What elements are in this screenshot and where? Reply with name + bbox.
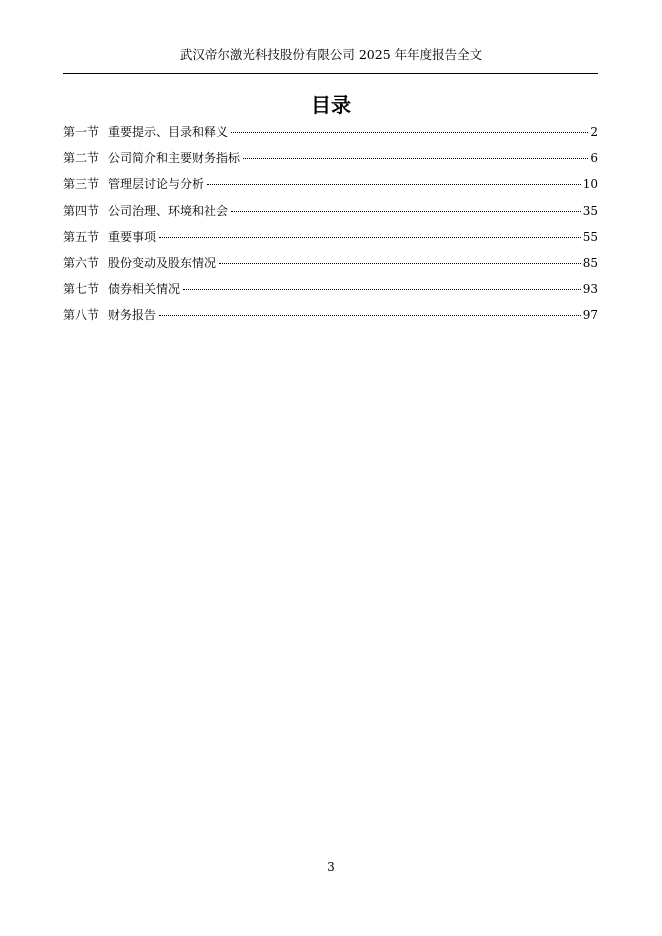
toc-page-number: 55 [582,229,598,244]
toc-dot-leader [243,158,588,159]
toc-dot-leader [207,184,581,185]
toc-page-number: 2 [590,125,598,139]
toc-section-title: 公司简介和主要财务指标 [108,151,241,166]
toc-dot-leader [159,237,581,238]
table-of-contents [63,124,598,334]
toc-section-number: 第八节 [63,308,100,323]
toc-section-number: 第三节 [63,177,100,192]
toc-section-title: 债券相关情况 [108,282,181,297]
toc-section-number: 第一节 [63,125,100,139]
toc-entry-section-8[interactable] [63,307,598,333]
toc-section-title: 股份变动及股东情况 [108,255,217,270]
toc-page-number: 97 [582,308,598,323]
toc-dot-leader [231,132,588,133]
toc-section-title: 重要事项 [108,229,157,244]
page-header: 武汉帝尔激光科技股份有限公司 2025 年年度报告全文 [179,47,483,62]
toc-entry-section-6[interactable] [63,255,598,281]
toc-section-number: 第二节 [63,151,100,166]
toc-section-title: 管理层讨论与分析 [108,177,205,192]
toc-title: 目录 [311,93,351,117]
toc-entry-section-5[interactable] [63,229,598,255]
toc-page-number: 93 [582,282,598,297]
toc-page-number: 85 [582,255,598,270]
toc-section-title: 公司治理、环境和社会 [108,203,229,218]
toc-entry-section-3[interactable] [63,176,598,202]
header-divider [63,73,598,74]
toc-section-number: 第七节 [63,282,100,297]
toc-dot-leader [183,289,581,290]
toc-section-title: 财务报告 [108,308,157,323]
toc-entry-section-4[interactable] [63,203,598,229]
toc-dot-leader [159,315,581,316]
toc-entry-section-2[interactable] [63,150,598,176]
toc-section-number: 第六节 [63,255,100,270]
toc-page-number: 10 [582,177,598,192]
toc-entry-section-7[interactable] [63,281,598,307]
toc-dot-leader [219,263,581,264]
toc-page-number: 6 [590,151,598,166]
page-number: 3 [327,860,335,874]
toc-dot-leader [231,211,581,212]
toc-entry-section-1[interactable] [63,124,598,150]
toc-section-number: 第四节 [63,203,100,218]
toc-section-title: 重要提示、目录和释义 [108,125,229,139]
toc-section-number: 第五节 [63,229,100,244]
toc-page-number: 35 [582,203,598,218]
